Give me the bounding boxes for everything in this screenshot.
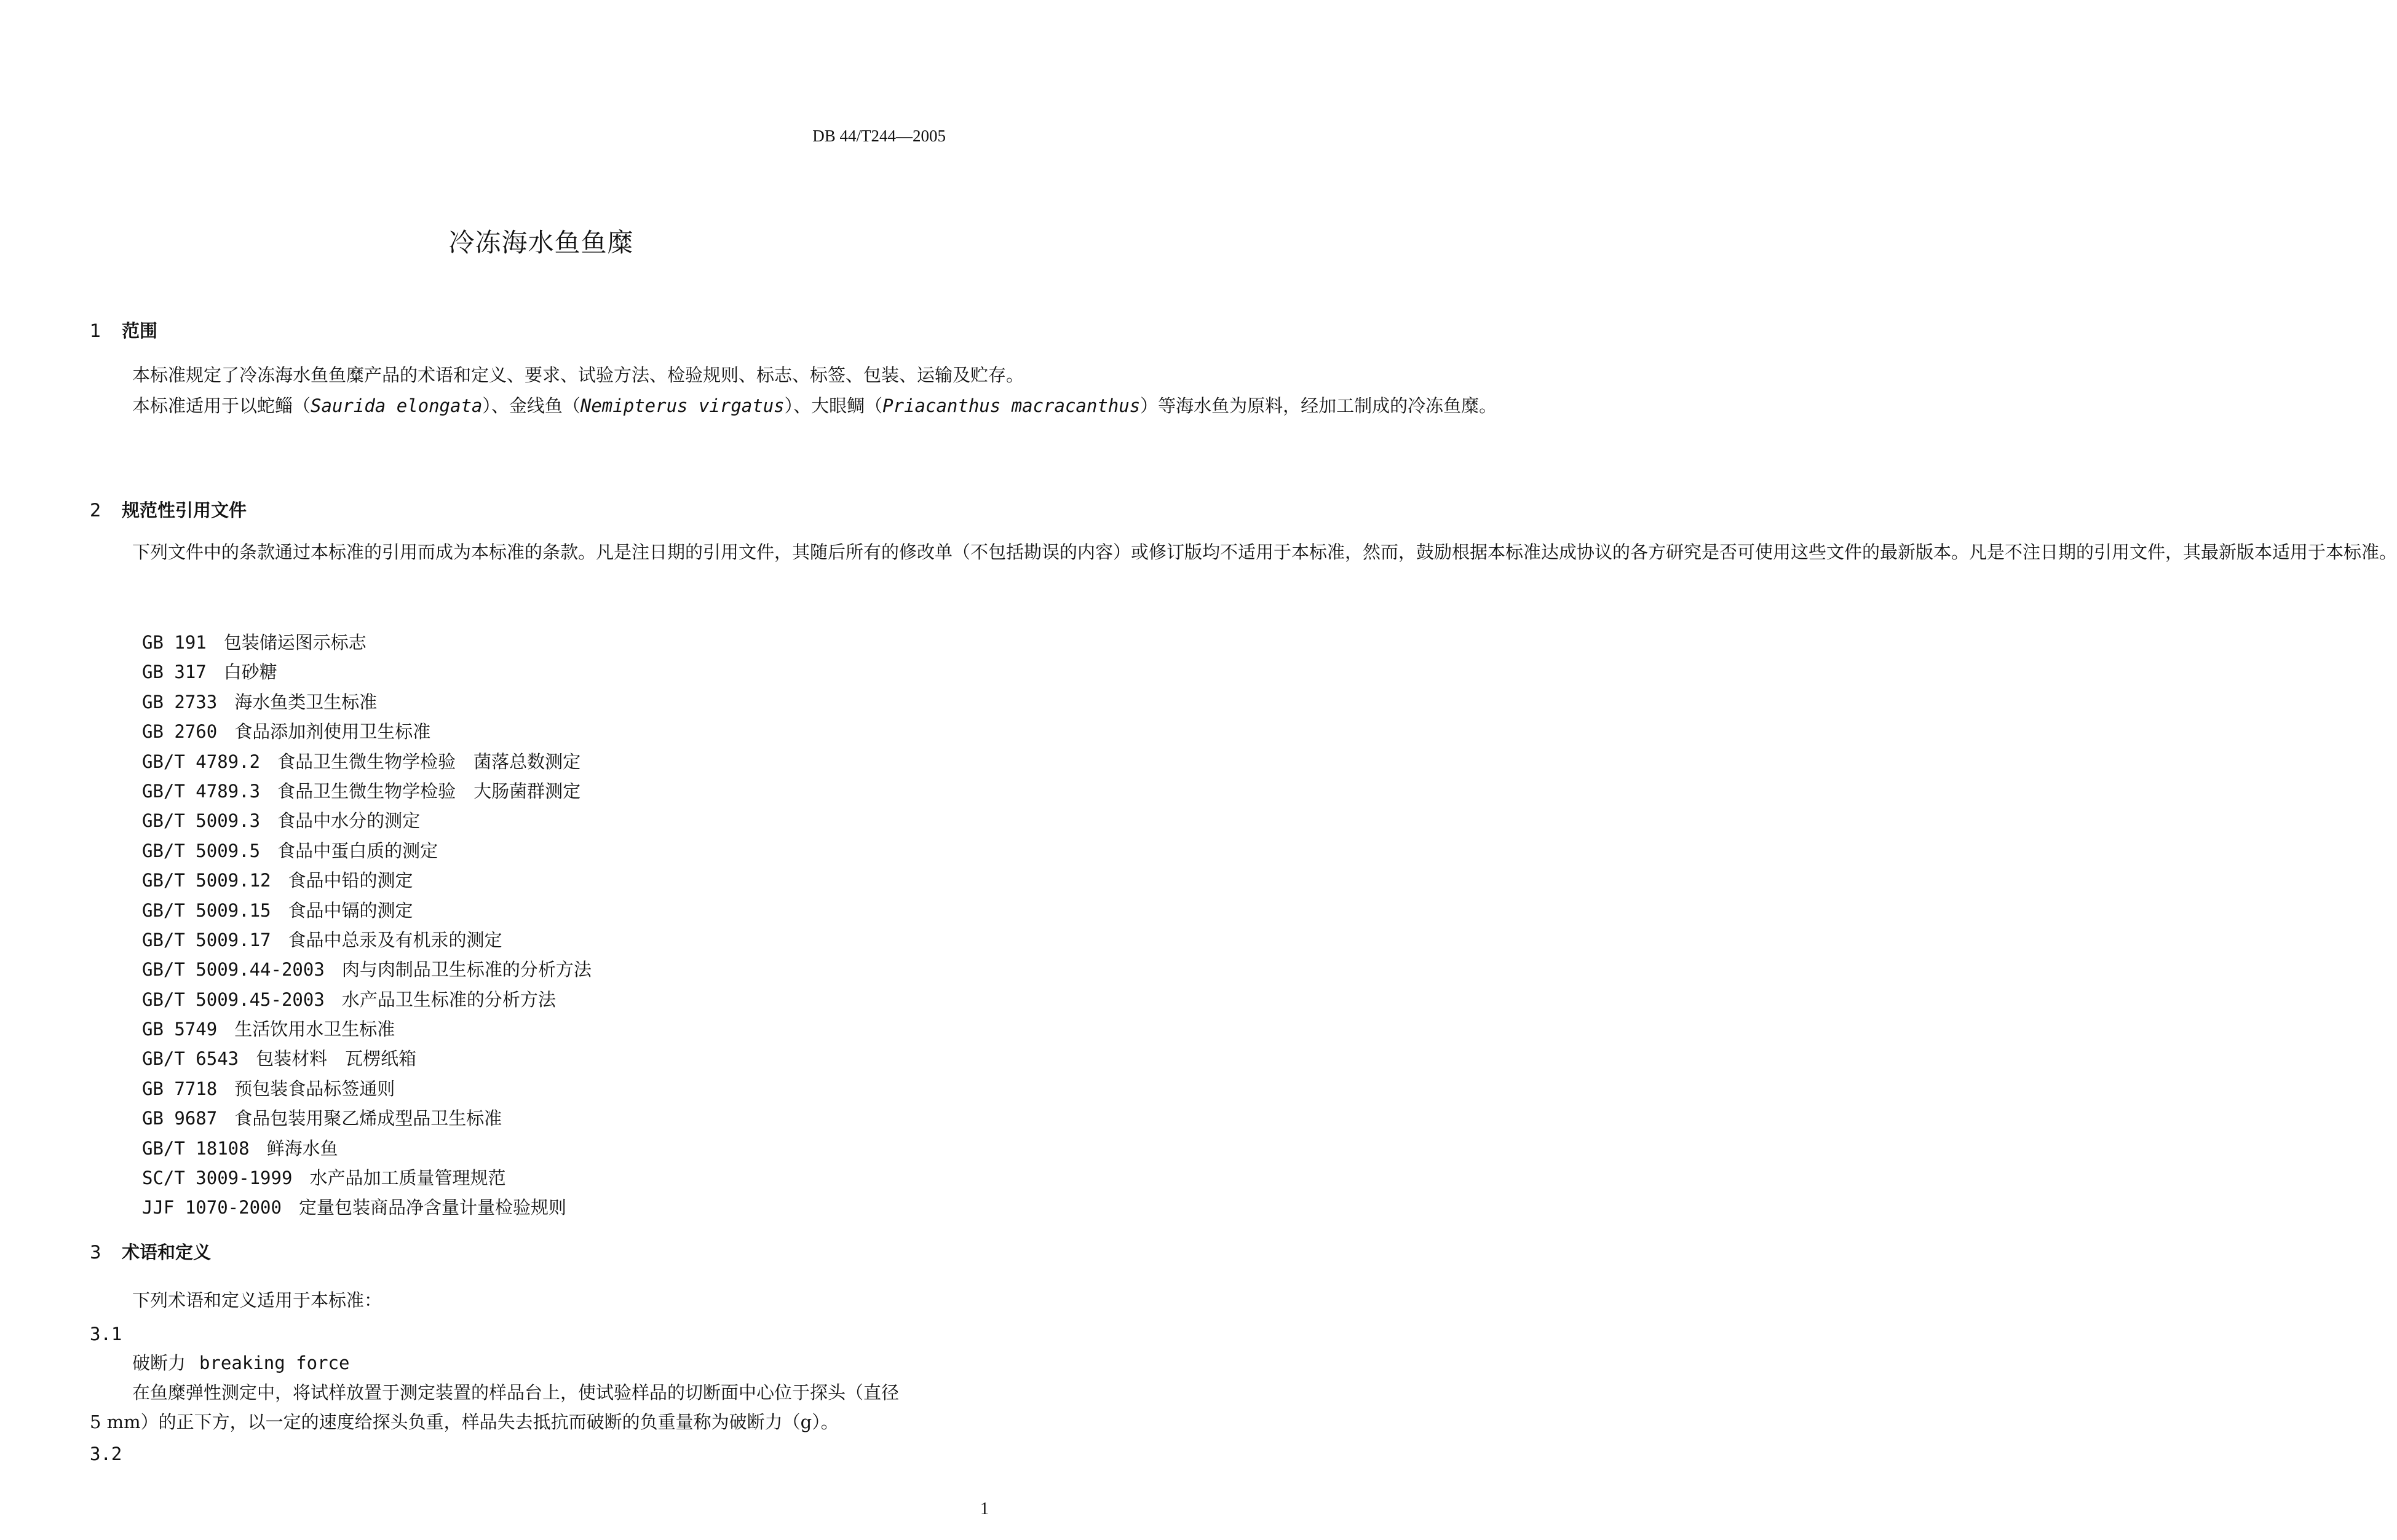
reference-item [142,776,592,806]
reference-title: 食品中总汞及有机汞的测定 [288,929,502,950]
reference-item [142,717,592,746]
reference-code: GB/T 5009.45-2003 [142,989,325,1010]
reference-title: 食品卫生微生物学检验 菌落总数测定 [277,751,581,772]
reference-item [142,1163,592,1193]
reference-code: GB/T 5009.15 [142,899,271,921]
scope-paragraph-2 [90,390,1497,421]
reference-title: 食品卫生微生物学检验 大肠菌群测定 [277,780,581,802]
section-2-number: 2 [90,500,101,521]
reference-item [142,1193,592,1222]
latin-name-nemipterus: Nemipterus virgatus [580,395,785,416]
reference-title: 肉与肉制品卫生标准的分析方法 [341,959,592,981]
reference-code: JJF 1070-2000 [142,1197,282,1218]
section-1-body [90,360,1497,421]
latin-name-saurida: Saurida elongata [311,395,483,416]
document-title: 冷冻海水鱼鱼糜 [448,227,634,258]
clause-3-1-definition-line-1: 在鱼糜弹性测定中，将试样放置于测定装置的样品台上，使试验样品的切断面中心位于探头（直径 [132,1382,900,1403]
reference-item [142,657,592,687]
reference-code: GB 7718 [142,1078,218,1099]
clause-3-2-number: 3.2 [90,1443,122,1464]
reference-code: GB/T 5009.12 [142,870,271,891]
reference-item [142,628,592,657]
reference-code: GB 2760 [142,721,218,743]
reference-item [142,1134,592,1163]
section-3-number: 3 [90,1242,101,1263]
reference-item [142,1074,592,1104]
clause-3-1-definition-line-2: 5 mm）的正下方，以一定的速度给探头负重，样品失去抵抗而破断的负重量称为破断力（g）。 [90,1412,839,1432]
reference-title: 水产品卫生标准的分析方法 [341,989,556,1010]
reference-title: 定量包装商品净含量计量检验规则 [298,1197,566,1218]
term-chinese: 破断力 [132,1352,186,1373]
reference-code: GB/T 4789.3 [142,780,261,802]
reference-code: GB 9687 [142,1108,218,1129]
reference-title: 食品中镉的测定 [288,899,413,921]
reference-code: GB/T 18108 [142,1137,250,1159]
reference-title: 水产品加工质量管理规范 [309,1167,506,1189]
reference-item [142,896,592,925]
section-1-heading [90,317,157,342]
clause-3-1-term [132,1348,349,1378]
section-1-title: 范围 [122,320,158,341]
reference-title: 食品中蛋白质的测定 [277,840,438,861]
reference-list [142,628,592,1223]
section-2-title: 规范性引用文件 [122,500,247,521]
reference-item [142,925,592,955]
reference-title: 白砂糖 [223,661,277,683]
reference-title: 鲜海水鱼 [266,1137,338,1159]
reference-item [142,836,592,866]
section-2-heading [90,497,247,522]
reference-code: GB/T 4789.2 [142,751,261,772]
reference-code: GB 191 [142,632,207,653]
reference-code: GB 5749 [142,1019,218,1040]
scope-paragraph-1: 本标准规定了冷冻海水鱼鱼糜产品的术语和定义、要求、试验方法、检验规则、标志、标签、包装、运输及贮存。 [132,365,1024,385]
scope-p2-text-b: ）、金线鱼（ [482,395,580,416]
reference-code: GB/T 5009.17 [142,929,271,950]
scope-p2-text-c: ）、大眼鲷（ [784,395,883,416]
scope-p2-text-d: ）等海水鱼为原料，经加工制成的冷冻鱼糜。 [1140,395,1497,416]
reference-code: GB/T 5009.5 [142,840,261,861]
reference-item [142,866,592,895]
reference-item [142,985,592,1014]
reference-code: GB/T 6543 [142,1048,239,1070]
reference-item [142,1014,592,1044]
reference-item [142,747,592,776]
reference-code: GB 317 [142,661,207,683]
section-3-heading [90,1239,211,1264]
reference-item [142,1104,592,1133]
section-1-number: 1 [90,320,101,341]
reference-title: 预包装食品标签通则 [234,1078,395,1099]
reference-item [142,955,592,984]
reference-title: 包装储运图示标志 [223,632,366,653]
reference-code: SC/T 3009-1999 [142,1167,293,1189]
reference-item [142,687,592,717]
reference-item [142,806,592,835]
terms-intro: 下列术语和定义适用于本标准： [132,1290,382,1311]
section-2-body [90,537,2397,567]
reference-item [142,1044,592,1073]
reference-title: 食品包装用聚乙烯成型品卫生标准 [234,1108,502,1129]
clause-3-1-number: 3.1 [90,1324,122,1345]
standard-number: DB 44/T244—2005 [812,127,946,145]
reference-title: 海水鱼类卫生标准 [234,691,378,713]
reference-code: GB/T 5009.3 [142,810,261,832]
scope-p2-text-a: 本标准适用于以蛇鲻（ [132,395,311,416]
latin-name-priacanthus: Priacanthus macracanthus [882,395,1141,416]
reference-title: 包装材料 瓦楞纸箱 [256,1048,417,1070]
page-number: 1 [980,1499,989,1518]
reference-code: GB 2733 [142,691,218,713]
reference-title: 食品中水分的测定 [277,810,421,832]
section-3-title: 术语和定义 [122,1242,212,1263]
reference-code: GB/T 5009.44-2003 [142,959,325,981]
reference-title: 生活饮用水卫生标准 [234,1019,395,1040]
reference-title: 食品添加剂使用卫生标准 [234,721,431,743]
reference-title: 食品中铅的测定 [288,870,413,891]
references-intro: 下列文件中的条款通过本标准的引用而成为本标准的条款。凡是注日期的引用文件，其随后所有的修改单（不包括勘误的内容）或修订版均不适用于本标准，然而，鼓励根据本标准达成协议的各方研究是否可使用这些文件的最新版本。凡是不注日期的引用文件，其最新版本适用于本标准。 [132,542,2397,563]
term-english: breaking force [199,1352,350,1373]
